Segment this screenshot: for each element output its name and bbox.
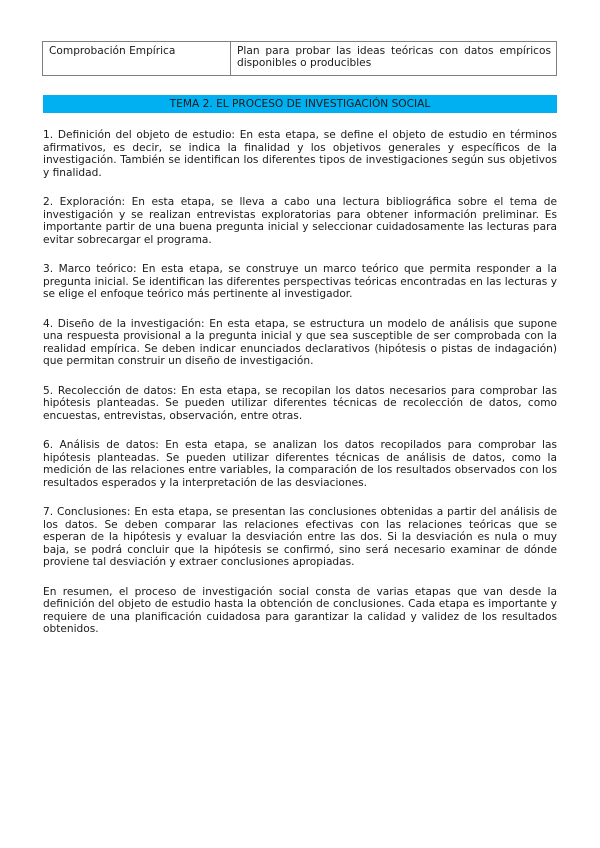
paragraph-summary: En resumen, el proceso de investigación social consta de varias etapas que van desde la definición del objeto de estudio hasta la obtención de conclusiones. Cada etapa es importante y requiere de una planificación cuidadosa para garantizar la calidad y validez de los resultados obtenidos. <box>43 585 557 635</box>
paragraph-step-7: 7. Conclusiones: En esta etapa, se presentan las conclusiones obtenidas a partir del análisis de los datos. Se deben comparar las relaciones efectivas con las relaciones teóricas que se esperan de la hipótesis y evaluar la desviación entre las dos. Si la desviación es nula o muy baja, se podrá concluir que la hipótesis se confirmó, sino será necesario examinar de dónde proviene tal desviación y extraer conclusiones apropiadas. <box>43 506 557 568</box>
table-cell-term: Comprobación Empírica <box>43 42 231 76</box>
paragraph-step-5: 5. Recolección de datos: En esta etapa, se recopilan los datos necesarios para comprobar las hipótesis planteadas. Se pueden utilizar diferentes técnicas de recolección de datos, como encuestas, entrevistas, observación, entre otras. <box>43 384 557 422</box>
section-heading: TEMA 2. EL PROCESO DE INVESTIGACIÓN SOCIAL <box>43 95 557 113</box>
concept-table <box>42 41 557 76</box>
table-cell-definition: Plan para probar las ideas teóricas con datos empíricos disponibles o producibles <box>231 42 557 76</box>
document-body <box>43 129 557 653</box>
paragraph-step-2: 2. Exploración: En esta etapa, se lleva a cabo una lectura bibliográfica sobre el tema de investigación y se realizan entrevistas exploratorias para obtener información preliminar. Es importante partir de una buena pregunta inicial y seleccionar cuidadosamente las lecturas para evitar sobrecargar el programa. <box>43 196 557 246</box>
paragraph-step-1: 1. Definición del objeto de estudio: En esta etapa, se define el objeto de estudio en términos afirmativos, es decir, se indica la finalidad y los objetivos generales y específicos de la investigación. También se identifican los diferentes tipos de investigaciones según sus objetivos y finalidad. <box>43 129 557 179</box>
table-row <box>43 42 557 76</box>
paragraph-step-3: 3. Marco teórico: En esta etapa, se construye un marco teórico que permita responder a la pregunta inicial. Se identifican las diferentes perspectivas teóricas encontradas en las lecturas y se elige el enfoque teórico más pertinente al investigador. <box>43 263 557 300</box>
paragraph-step-6: 6. Análisis de datos: En esta etapa, se analizan los datos recopilados para comprobar las hipótesis planteadas. Se pueden utilizar diferentes técnicas de análisis de datos, como la medición de las relaciones entre variables, la comparación de los resultados observados con los resultados esperados y la interpretación de las desviaciones. <box>43 439 557 489</box>
paragraph-step-4: 4. Diseño de la investigación: En esta etapa, se estructura un modelo de análisis que supone una respuesta provisional a la pregunta inicial y que sea susceptible de ser comprobada con la realidad empírica. Se deben indicar enunciados declarativos (hipótesis o pistas de indagación) que permitan construir un diseño de investigación. <box>43 317 557 367</box>
